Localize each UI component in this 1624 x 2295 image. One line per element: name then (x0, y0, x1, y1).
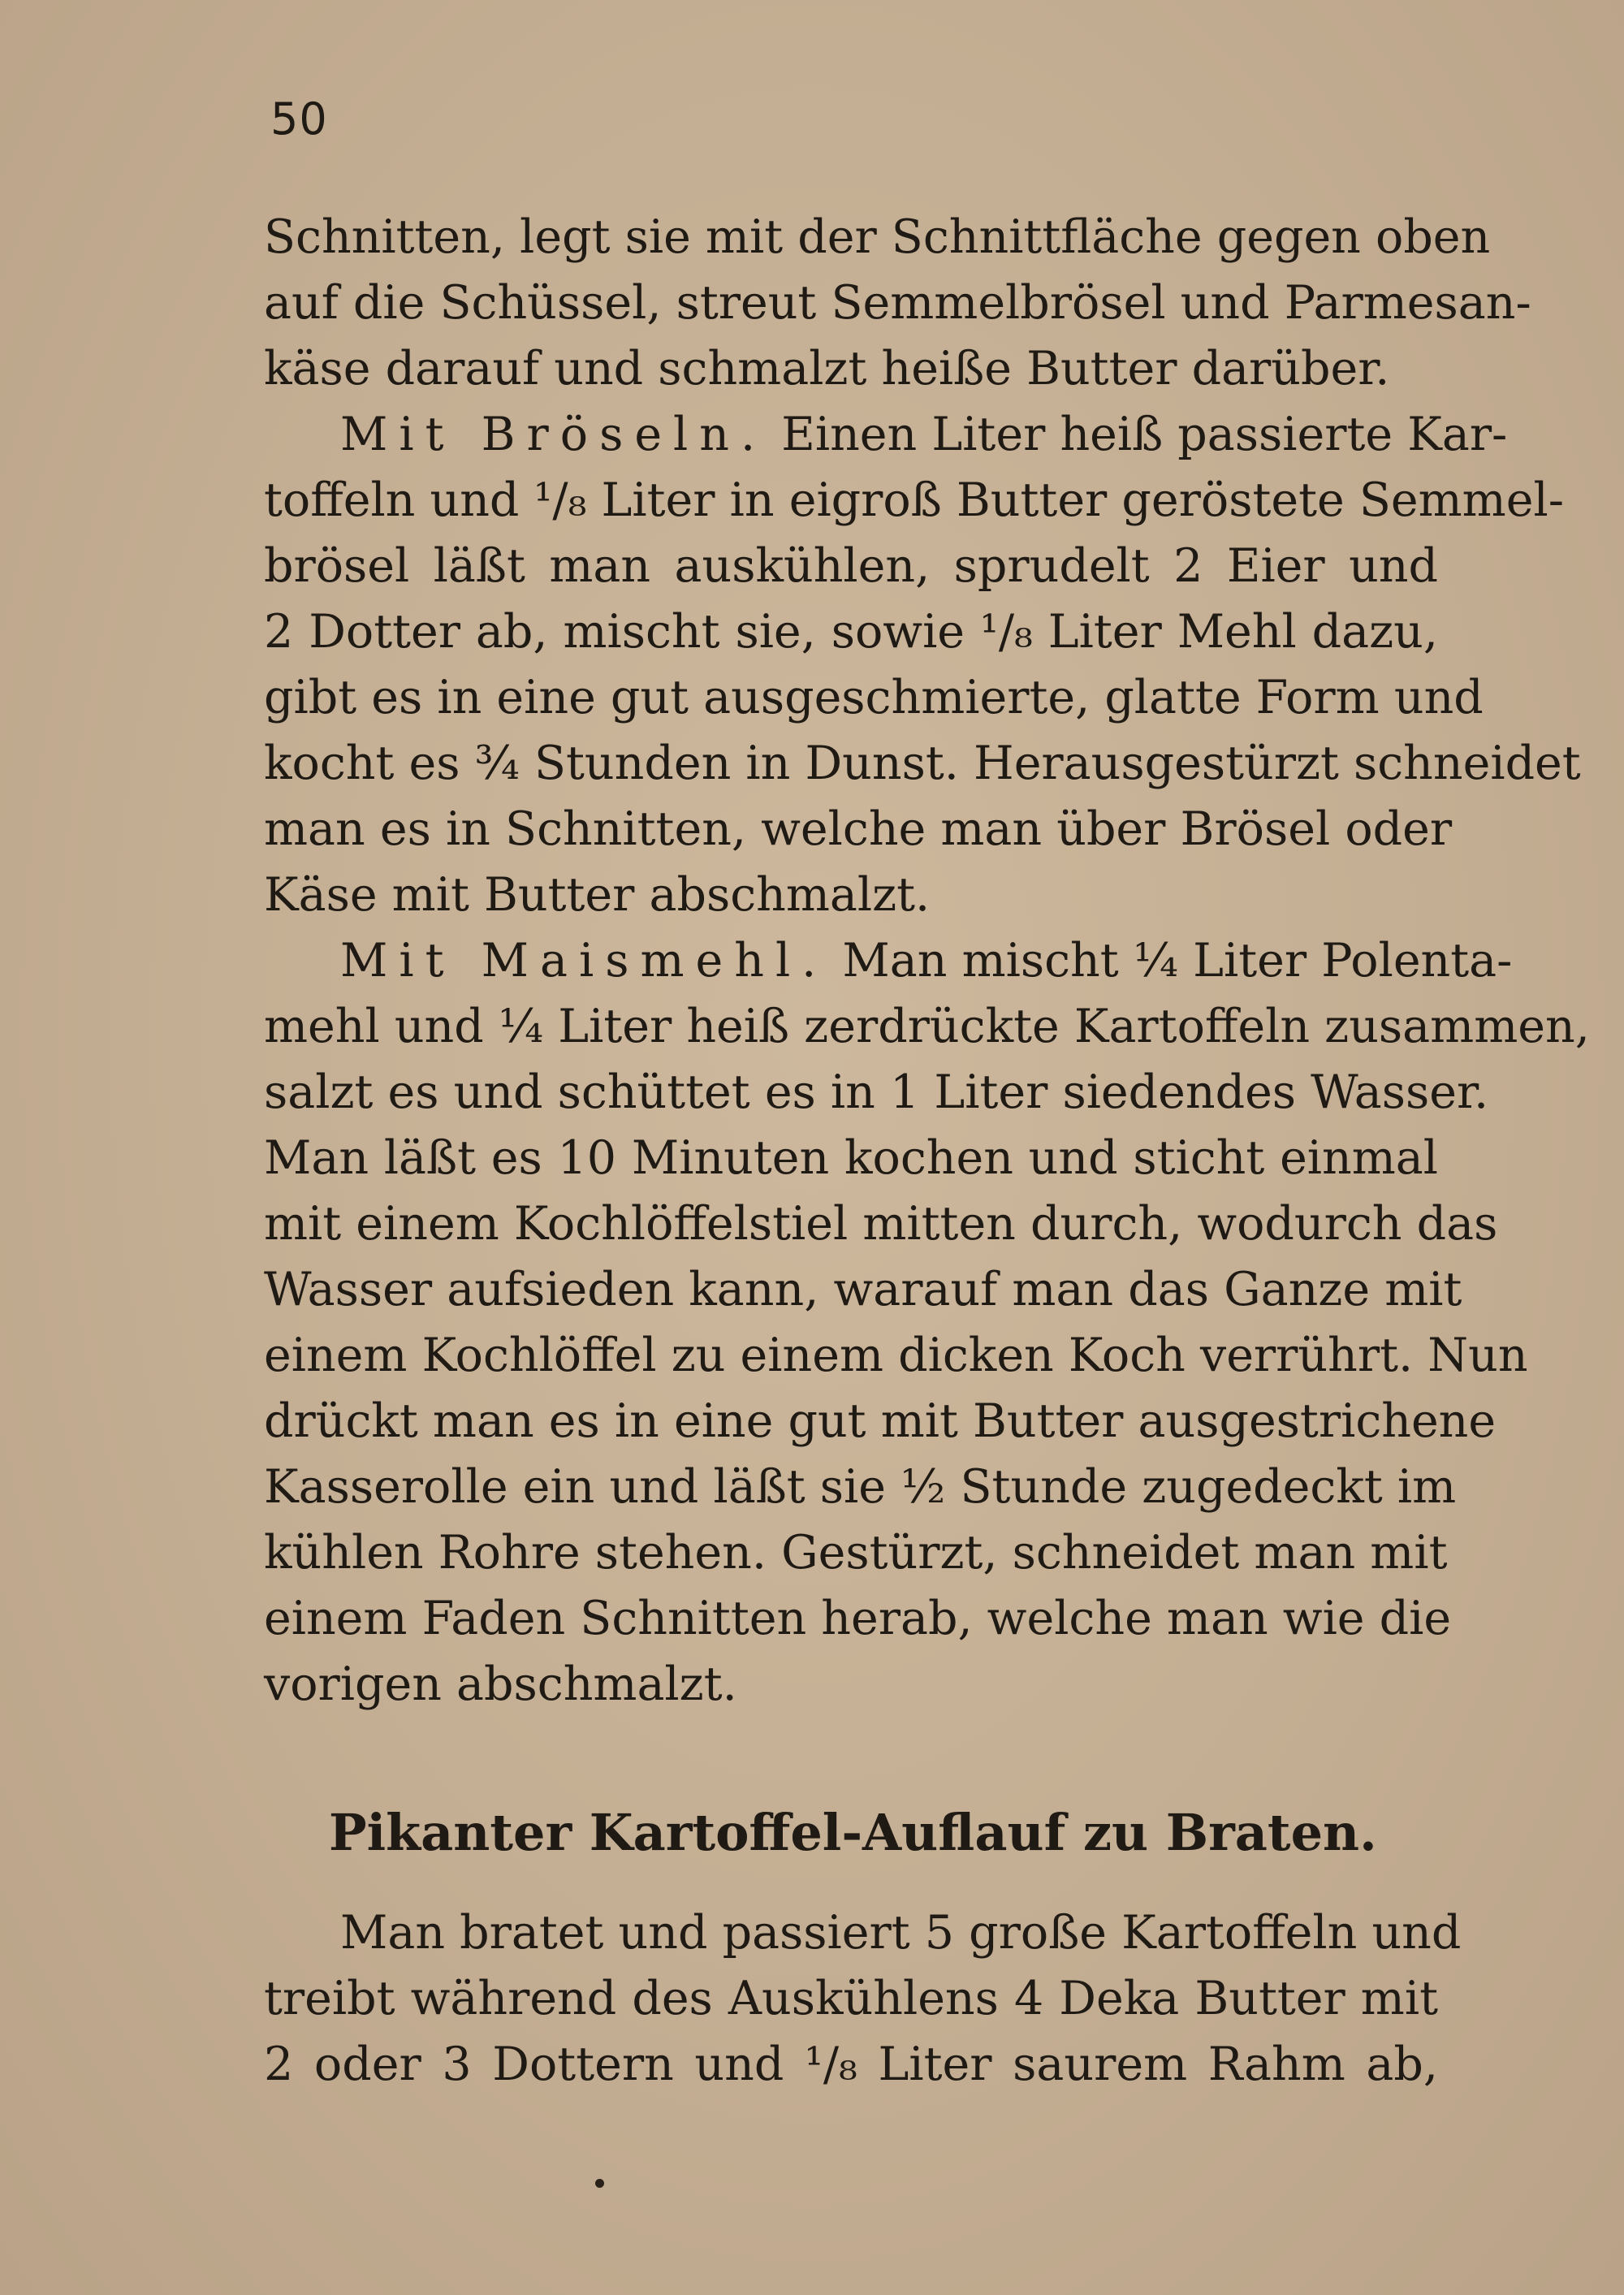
text-line: Käse mit Butter abschmalzt. (264, 868, 931, 922)
recipe-heading: Pikanter Kartoffel-Auflauf zu Braten. (329, 1803, 1377, 1862)
paragraph-mit-broeseln (264, 402, 1581, 928)
text-line: brösel läßt man auskühlen, sprudelt 2 Eier und (264, 539, 1438, 593)
text-line: Man bratet und passiert 5 große Kartoffeln und (340, 1906, 1462, 1960)
text-line: mit einem Kochlöffelstiel mitten durch, wodurch das (264, 1197, 1498, 1251)
page-number: 50 (270, 93, 328, 145)
text-line: Man läßt es 10 Minuten kochen und sticht einmal (264, 1131, 1438, 1185)
text-line: einem Faden Schnitten herab, welche man wie die (264, 1592, 1452, 1645)
text-line: kocht es ¾ Stunden in Dunst. Herausgestürzt schneidet (264, 737, 1581, 790)
text-line: salzt es und schüttet es in 1 Liter siedendes Wasser. (264, 1065, 1489, 1119)
text-line: man es in Schnitten, welche man über Brösel oder (264, 802, 1453, 856)
text-line: treibt während des Auskühlens 4 Deka Butter mit (264, 1972, 1438, 2025)
ink-speck (595, 2179, 604, 2188)
text-line: Mit Bröseln. Einen Liter heiß passierte Kar- (340, 408, 1508, 461)
text-line: gibt es in eine gut ausgeschmierte, glatte Form und (264, 671, 1484, 724)
text-line: käse darauf und schmalzt heiße Butter darüber. (264, 342, 1390, 395)
text-line: 2 oder 3 Dottern und ¹/₈ Liter saurem Rahm ab, (264, 2038, 1438, 2091)
text-line: toffeln und ¹/₈ Liter in eigroß Butter geröstete Semmel- (264, 473, 1564, 527)
text-line: Wasser aufsieden kann, warauf man das Ganze mit (264, 1263, 1462, 1316)
text-line: einem Kochlöffel zu einem dicken Koch verrührt. Nun (264, 1329, 1528, 1382)
text-line: vorigen abschmalzt. (264, 1658, 737, 1711)
text-line: Kasserolle ein und läßt sie ½ Stunde zugedeckt im (264, 1460, 1457, 1514)
recipe-lead: Mit Maismehl. (340, 934, 828, 988)
paragraph-mit-maismehl (264, 928, 1590, 1718)
text-line: Schnitten, legt sie mit der Schnittfläche gegen oben (264, 210, 1491, 264)
paragraph-auflauf (264, 1900, 1462, 2098)
recipe-lead: Mit Bröseln. (340, 408, 767, 461)
text-line: kühlen Rohre stehen. Gestürzt, schneidet man mit (264, 1526, 1448, 1580)
text-line: auf die Schüssel, streut Semmelbrösel und Parmesan- (264, 276, 1531, 330)
text-line: 2 Dotter ab, mischt sie, sowie ¹/₈ Liter Mehl dazu, (264, 605, 1438, 659)
paragraph-continuation (264, 205, 1531, 402)
text-line: Mit Maismehl. Man mischt ¼ Liter Polenta- (340, 934, 1513, 988)
text-line: mehl und ¼ Liter heiß zerdrückte Kartoffeln zusammen, (264, 1000, 1590, 1053)
text-line: drückt man es in eine gut mit Butter ausgestrichene (264, 1394, 1497, 1448)
